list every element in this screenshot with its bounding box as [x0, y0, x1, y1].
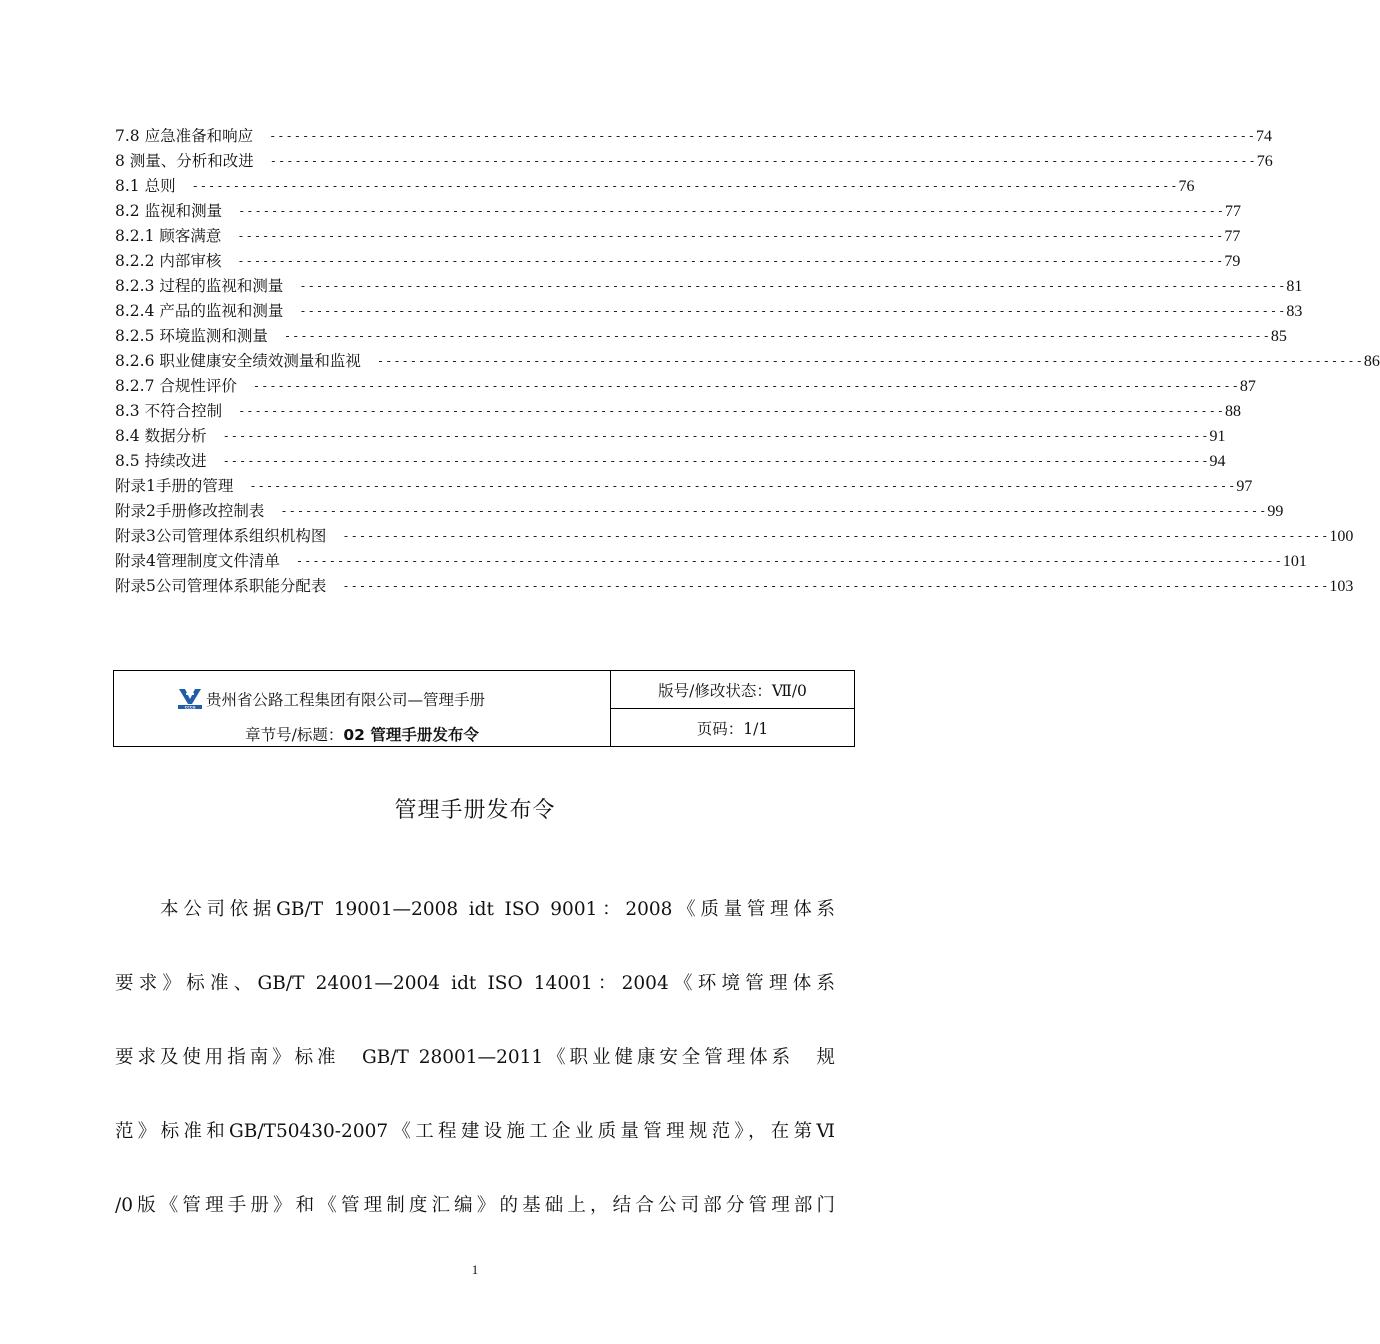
toc-entry-page: 94: [1209, 453, 1226, 470]
toc-entry-title: 8.3 不符合控制: [115, 402, 223, 420]
toc-entry-page: 77: [1225, 203, 1242, 220]
document-title: 管理手册发布令: [394, 798, 556, 823]
company-line: [176, 687, 485, 711]
toc-leader-dashes: ------------------------------------------------------------------------------------------------------------------------: [269, 154, 1257, 168]
toc-leader-dashes: ------------------------------------------------------------------------------------------------------------------------: [283, 329, 1271, 343]
toc-entry-title: 附录1手册的管理: [115, 477, 234, 495]
toc-entry-title: 8.2.6 职业健康安全绩效测量和监视: [115, 352, 361, 370]
table-of-contents: [115, 124, 1380, 599]
body-text-line: 要求及使用指南》标准 GB/T 28001—2011《职业健康安全管理体系 规: [115, 1047, 835, 1068]
toc-row[interactable]: [115, 424, 1226, 449]
toc-row[interactable]: [115, 124, 1273, 149]
toc-row[interactable]: [115, 399, 1242, 424]
toc-row[interactable]: [115, 224, 1241, 249]
toc-entry-title: 附录4管理制度文件清单: [115, 552, 280, 570]
toc-entry-page: 103: [1329, 578, 1354, 595]
toc-entry-title: 8.2.3 过程的监视和测量: [115, 277, 284, 295]
toc-row[interactable]: [115, 199, 1242, 224]
toc-leader-dashes: ------------------------------------------------------------------------------------------------------------------------: [299, 304, 1287, 318]
toc-entry-title: 附录5公司管理体系职能分配表: [115, 577, 327, 595]
toc-row[interactable]: [115, 474, 1253, 499]
company-logo-icon: [176, 687, 204, 711]
company-name: 贵州省公路工程集团有限公司—管理手册: [206, 691, 486, 709]
toc-entry-title: 8.2.4 产品的监视和测量: [115, 302, 284, 320]
toc-entry-page: 99: [1267, 503, 1284, 520]
toc-entry-title: 附录3公司管理体系组织机构图: [115, 527, 327, 545]
document-header-table: [113, 670, 855, 747]
toc-entry-page: 101: [1282, 553, 1307, 570]
chapter-line: [114, 723, 610, 745]
toc-entry-page: 83: [1286, 303, 1303, 320]
toc-leader-dashes: ------------------------------------------------------------------------------------------------------------------------: [376, 354, 1364, 368]
toc-row[interactable]: [115, 349, 1380, 374]
toc-entry-page: 81: [1286, 278, 1303, 295]
toc-entry-title: 7.8 应急准备和响应: [115, 127, 254, 145]
toc-entry-title: 附录2手册修改控制表: [115, 502, 265, 520]
toc-entry-title: 8.2.7 合规性评价: [115, 377, 237, 395]
toc-entry-title: 8.2.2 内部审核: [115, 252, 222, 270]
toc-entry-page: 91: [1209, 428, 1226, 445]
toc-entry-page: 74: [1256, 128, 1273, 145]
toc-leader-dashes: ------------------------------------------------------------------------------------------------------------------------: [269, 129, 1257, 143]
page-number: 1: [471, 1262, 479, 1277]
toc-leader-dashes: ------------------------------------------------------------------------------------------------------------------------: [237, 229, 1225, 243]
body-text-line: /0版《管理手册》和《管理制度汇编》的基础上，结合公司部分管理部门: [115, 1195, 835, 1216]
toc-entry-page: 79: [1224, 253, 1241, 270]
toc-row[interactable]: [115, 299, 1303, 324]
body-text-line: 要求》标准、GB/T 24001—2004 idt ISO 14001：2004《环境管理体系: [115, 973, 835, 994]
toc-entry-title: 8.4 数据分析: [115, 427, 207, 445]
logo-text: CCCG: [184, 705, 196, 710]
version-status: 版号/修改状态：Ⅶ/0: [611, 671, 854, 709]
toc-entry-title: 8.2.5 环境监测和测量: [115, 327, 268, 345]
toc-leader-dashes: ------------------------------------------------------------------------------------------------------------------------: [237, 254, 1225, 268]
toc-row[interactable]: [115, 574, 1354, 599]
toc-leader-dashes: ------------------------------------------------------------------------------------------------------------------------: [249, 479, 1237, 493]
toc-leader-dashes: ------------------------------------------------------------------------------------------------------------------------: [299, 279, 1287, 293]
toc-entry-page: 85: [1270, 328, 1287, 345]
toc-leader-dashes: ------------------------------------------------------------------------------------------------------------------------: [238, 204, 1226, 218]
toc-row[interactable]: [115, 149, 1273, 174]
toc-row[interactable]: [115, 524, 1354, 549]
toc-row[interactable]: [115, 249, 1241, 274]
toc-row[interactable]: [115, 374, 1256, 399]
toc-leader-dashes: ------------------------------------------------------------------------------------------------------------------------: [342, 579, 1330, 593]
toc-leader-dashes: ------------------------------------------------------------------------------------------------------------------------: [342, 529, 1330, 543]
toc-entry-page: 86: [1363, 353, 1380, 370]
header-left-cell: [114, 671, 611, 746]
toc-entry-page: 87: [1239, 378, 1256, 395]
toc-row[interactable]: [115, 174, 1195, 199]
body-text-line: 本公司依据GB/T 19001—2008 idt ISO 9001：2008《质量管理体系: [160, 899, 835, 920]
toc-leader-dashes: ------------------------------------------------------------------------------------------------------------------------: [222, 454, 1210, 468]
toc-row[interactable]: [115, 274, 1303, 299]
toc-entry-title: 8.1 总则: [115, 177, 176, 195]
body-text-line: 范》标准和GB/T50430-2007《工程建设施工企业质量管理规范》，在第Ⅵ: [115, 1121, 835, 1142]
toc-row[interactable]: [115, 449, 1226, 474]
toc-leader-dashes: ------------------------------------------------------------------------------------------------------------------------: [238, 404, 1226, 418]
toc-entry-page: 97: [1236, 478, 1253, 495]
toc-entry-page: 88: [1225, 403, 1242, 420]
toc-entry-title: 8 测量、分析和改进: [115, 152, 254, 170]
toc-leader-dashes: ------------------------------------------------------------------------------------------------------------------------: [191, 179, 1179, 193]
toc-entry-page: 76: [1178, 178, 1195, 195]
toc-entry-title: 8.2.1 顾客满意: [115, 227, 222, 245]
toc-leader-dashes: ------------------------------------------------------------------------------------------------------------------------: [295, 554, 1283, 568]
toc-row[interactable]: [115, 324, 1287, 349]
page-code: 页码：1/1: [696, 719, 769, 738]
toc-leader-dashes: ------------------------------------------------------------------------------------------------------------------------: [222, 429, 1210, 443]
toc-entry-title: 8.2 监视和测量: [115, 202, 223, 220]
toc-row[interactable]: [115, 499, 1284, 524]
toc-entry-page: 100: [1329, 528, 1354, 545]
toc-leader-dashes: ------------------------------------------------------------------------------------------------------------------------: [252, 379, 1240, 393]
header-right-cell: [611, 671, 854, 746]
chapter-label: 章节号/标题：: [245, 726, 344, 744]
toc-entry-title: 8.5 持续改进: [115, 452, 207, 470]
toc-entry-page: 77: [1224, 228, 1241, 245]
toc-row[interactable]: [115, 549, 1307, 574]
toc-entry-page: 76: [1256, 153, 1273, 170]
toc-leader-dashes: ------------------------------------------------------------------------------------------------------------------------: [280, 504, 1268, 518]
chapter-value: 02 管理手册发布令: [343, 726, 479, 744]
